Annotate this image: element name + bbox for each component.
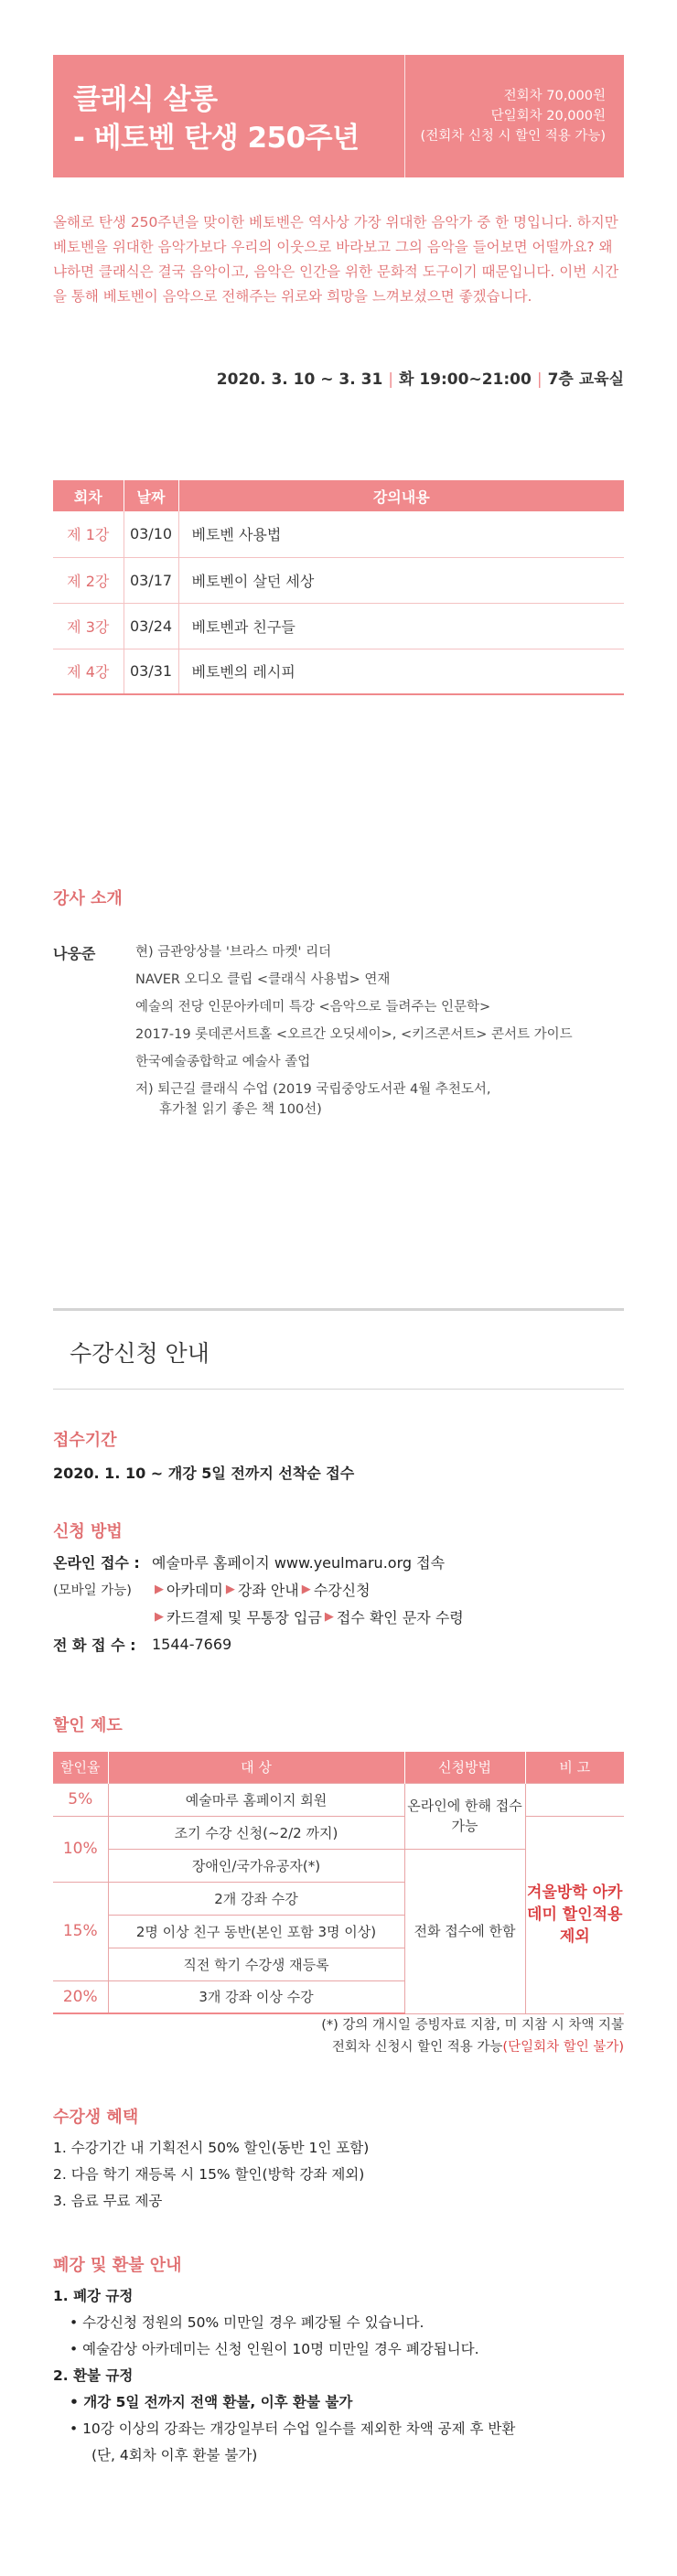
refund-item: • 예술감상 아카데미는 신청 인원이 10명 미만일 경우 폐강됩니다.	[70, 2341, 479, 2357]
discount-target: 조기 수강 신청(~2/2 까지)	[108, 1816, 404, 1849]
discount-target: 장애인/국가유공자(*)	[108, 1849, 404, 1882]
page-title: 클래식 살롱 - 베토벤 탄생 250주년	[73, 83, 360, 155]
step: 강좌 안내	[237, 1581, 299, 1599]
method-block	[53, 1548, 624, 1658]
discount-footnote	[321, 2014, 624, 2058]
method-phone: 전화 접수에 한함	[404, 1849, 525, 2013]
online-label: 온라인 접수 :	[53, 1553, 140, 1572]
discount-note: 겨울방학 아카데미 할인적용 제외	[525, 1816, 624, 2013]
discount-target: 2명 이상 친구 동반(본인 포함 3명 이상)	[108, 1915, 404, 1948]
benefit-title: 수강생 혜택	[53, 2108, 139, 2127]
benefit-item: 1. 수강기간 내 기획전시 50% 할인(동반 1인 포함)	[53, 2140, 370, 2156]
footnote-2	[321, 2036, 624, 2058]
price-box	[404, 55, 624, 177]
table-row	[53, 1816, 624, 1849]
benefit-list	[53, 2135, 369, 2215]
separator: |	[388, 370, 394, 389]
method-online: 온라인에 한해 접수 가능	[404, 1783, 525, 1849]
hero-banner	[53, 55, 624, 177]
phone-row	[53, 1630, 624, 1658]
price-full: 전회차 70,000원	[503, 89, 606, 103]
arrow-icon: ▶	[225, 1582, 235, 1596]
schedule-line	[217, 366, 624, 389]
online-text: 예술마루 홈페이지 www.yeulmaru.org 접속	[152, 1553, 446, 1572]
discount-target: 예술마루 홈페이지 회원	[108, 1783, 404, 1816]
discount-table	[53, 1752, 624, 2014]
online-row	[53, 1548, 624, 1575]
note-empty	[525, 1783, 624, 1816]
phone-label: 전 화 접 수 :	[53, 1636, 136, 1654]
period-text: 2020. 1. 10 ~ 개강 5일 전까지 선착순 접수	[53, 1465, 355, 1482]
phone-text: 1544-7669	[152, 1635, 232, 1653]
bio-item-cont: 휴가철 읽기 좋은 책 100선)	[159, 1102, 322, 1117]
lecture-number: 제 2강	[53, 557, 124, 603]
bio-item: 저) 퇴근길 클래식 수업 (2019 국립중앙도서관 4월 추천도서,	[135, 1082, 491, 1097]
arrow-icon: ▶	[155, 1609, 164, 1624]
refund-heading: 1. 폐강 규정	[53, 2288, 134, 2304]
table-row	[53, 511, 624, 557]
discount-rate: 10%	[53, 1816, 108, 1882]
price-note: (전회차 신청 시 할인 적용 가능)	[420, 129, 606, 144]
bio-item: 예술의 전당 인문아카데미 특강 <음악으로 들려주는 인문학>	[135, 1000, 491, 1014]
hero-title-area	[53, 55, 404, 177]
benefit-item: 3. 음료 무료 제공	[53, 2193, 163, 2209]
lecture-content: 베토벤과 친구들	[178, 603, 624, 649]
lecture-number: 제 4강	[53, 649, 124, 694]
step: 카드결제 및 무통장 입금	[167, 1608, 322, 1626]
discount-rate: 20%	[53, 1980, 108, 2013]
table-row	[53, 603, 624, 649]
bio-item: 현) 금관앙상블 '브라스 마켓' 리더	[135, 945, 332, 960]
bio-item: NAVER 오디오 클립 <클래식 사용법> 연재	[135, 972, 391, 987]
column-header: 할인율	[53, 1752, 108, 1783]
discount-rate: 15%	[53, 1882, 108, 1980]
period-title: 접수기간	[53, 1431, 117, 1450]
refund-list	[53, 2283, 624, 2469]
lecture-content: 베토벤 사용법	[178, 511, 624, 557]
lecture-date: 03/24	[124, 603, 178, 649]
discount-target: 2개 강좌 수강	[108, 1882, 404, 1915]
arrow-icon: ▶	[301, 1582, 311, 1596]
separator: |	[536, 370, 543, 389]
lecture-content: 베토벤이 살던 세상	[178, 557, 624, 603]
benefit-item: 2. 다음 학기 재등록 시 15% 할인(방학 강좌 제외)	[53, 2166, 365, 2183]
lecture-date: 03/17	[124, 557, 178, 603]
divider	[53, 1308, 624, 1311]
table-row	[53, 557, 624, 603]
instructor-bio	[135, 939, 573, 1120]
instructor-name: 나웅준	[53, 945, 96, 962]
intro-text: 올해로 탄생 250주년을 맞이한 베토벤은 역사상 가장 위대한 음악가 중 한 명입니다. 하지만 베토벤을 위대한 음악가보다 우리의 이웃으로 바라보고 그의 음악을 들어보면 어떨까요? 왜냐하면 클래식은 결국 음악이고, 음악은 인간을 위한 문화적 도구이기 때문입니다. 이번 시간을 통해 베토벤이 음악으로 전해주는 위로와 희망을 느껴보셨으면 좋겠습니다.	[53, 214, 619, 305]
method-title: 신청 방법	[53, 1522, 123, 1541]
lecture-date: 03/10	[124, 511, 178, 557]
discount-title: 할인 제도	[53, 1716, 123, 1735]
lecture-number: 제 1강	[53, 511, 124, 557]
steps-row-2	[53, 1603, 624, 1630]
footnote-2-text: 전회차 신청시 할인 적용 가능	[331, 2040, 503, 2055]
schedule-place: 7층 교육실	[547, 370, 624, 389]
column-header: 날짜	[124, 480, 178, 511]
refund-heading: 2. 환불 규정	[53, 2367, 134, 2384]
step: 접수 확인 문자 수령	[336, 1608, 464, 1626]
step: 아카데미	[167, 1581, 223, 1599]
mobile-label: (모바일 가능)	[53, 1583, 132, 1598]
refund-item: • 개강 5일 전까지 전액 환불, 이후 환불 불가	[70, 2394, 353, 2410]
guide-title: 수강신청 안내	[70, 1340, 210, 1367]
arrow-icon: ▶	[324, 1609, 334, 1624]
schedule-dates: 2020. 3. 10 ~ 3. 31	[216, 370, 383, 389]
lecture-number: 제 3강	[53, 603, 124, 649]
arrow-icon: ▶	[155, 1582, 164, 1596]
lecture-date: 03/31	[124, 649, 178, 694]
footnote-1: (*) 강의 개시일 증빙자료 지참, 미 지참 시 차액 지불	[321, 2018, 624, 2033]
curriculum-table	[53, 480, 624, 695]
table-row	[53, 1783, 624, 1816]
table-row	[53, 649, 624, 694]
refund-item-cont: (단, 4회차 이후 환불 불가)	[91, 2447, 258, 2463]
bio-item: 한국예술종합학교 예술사 졸업	[135, 1055, 311, 1069]
refund-title: 폐강 및 환불 안내	[53, 2256, 182, 2275]
column-header: 신청방법	[404, 1752, 525, 1783]
footnote-2-red: (단일회차 할인 불가)	[502, 2040, 624, 2055]
divider	[53, 1389, 624, 1390]
discount-target: 3개 강좌 이상 수강	[108, 1980, 404, 2013]
column-header: 강의내용	[178, 480, 624, 511]
instructor-section-title: 강사 소개	[53, 889, 123, 908]
step: 수강신청	[313, 1581, 371, 1599]
column-header: 비 고	[525, 1752, 624, 1783]
discount-rate: 5%	[53, 1783, 108, 1816]
lecture-content: 베토벤의 레시피	[178, 649, 624, 694]
steps-row-1	[53, 1575, 624, 1603]
refund-item: • 수강신청 정원의 50% 미만일 경우 폐강될 수 있습니다.	[70, 2314, 424, 2331]
schedule-time: 화 19:00~21:00	[399, 370, 532, 389]
column-header: 회차	[53, 480, 124, 511]
column-header: 대 상	[108, 1752, 404, 1783]
bio-item: 2017-19 롯데콘서트홀 <오르간 오딧세이>, <키즈콘서트> 콘서트 가이드	[135, 1027, 573, 1042]
price-single: 단일회차 20,000원	[490, 109, 606, 123]
refund-item: • 10강 이상의 강좌는 개강일부터 수업 일수를 제외한 차액 공제 후 반환	[70, 2420, 516, 2437]
discount-target: 직전 학기 수강생 재등록	[108, 1948, 404, 1980]
